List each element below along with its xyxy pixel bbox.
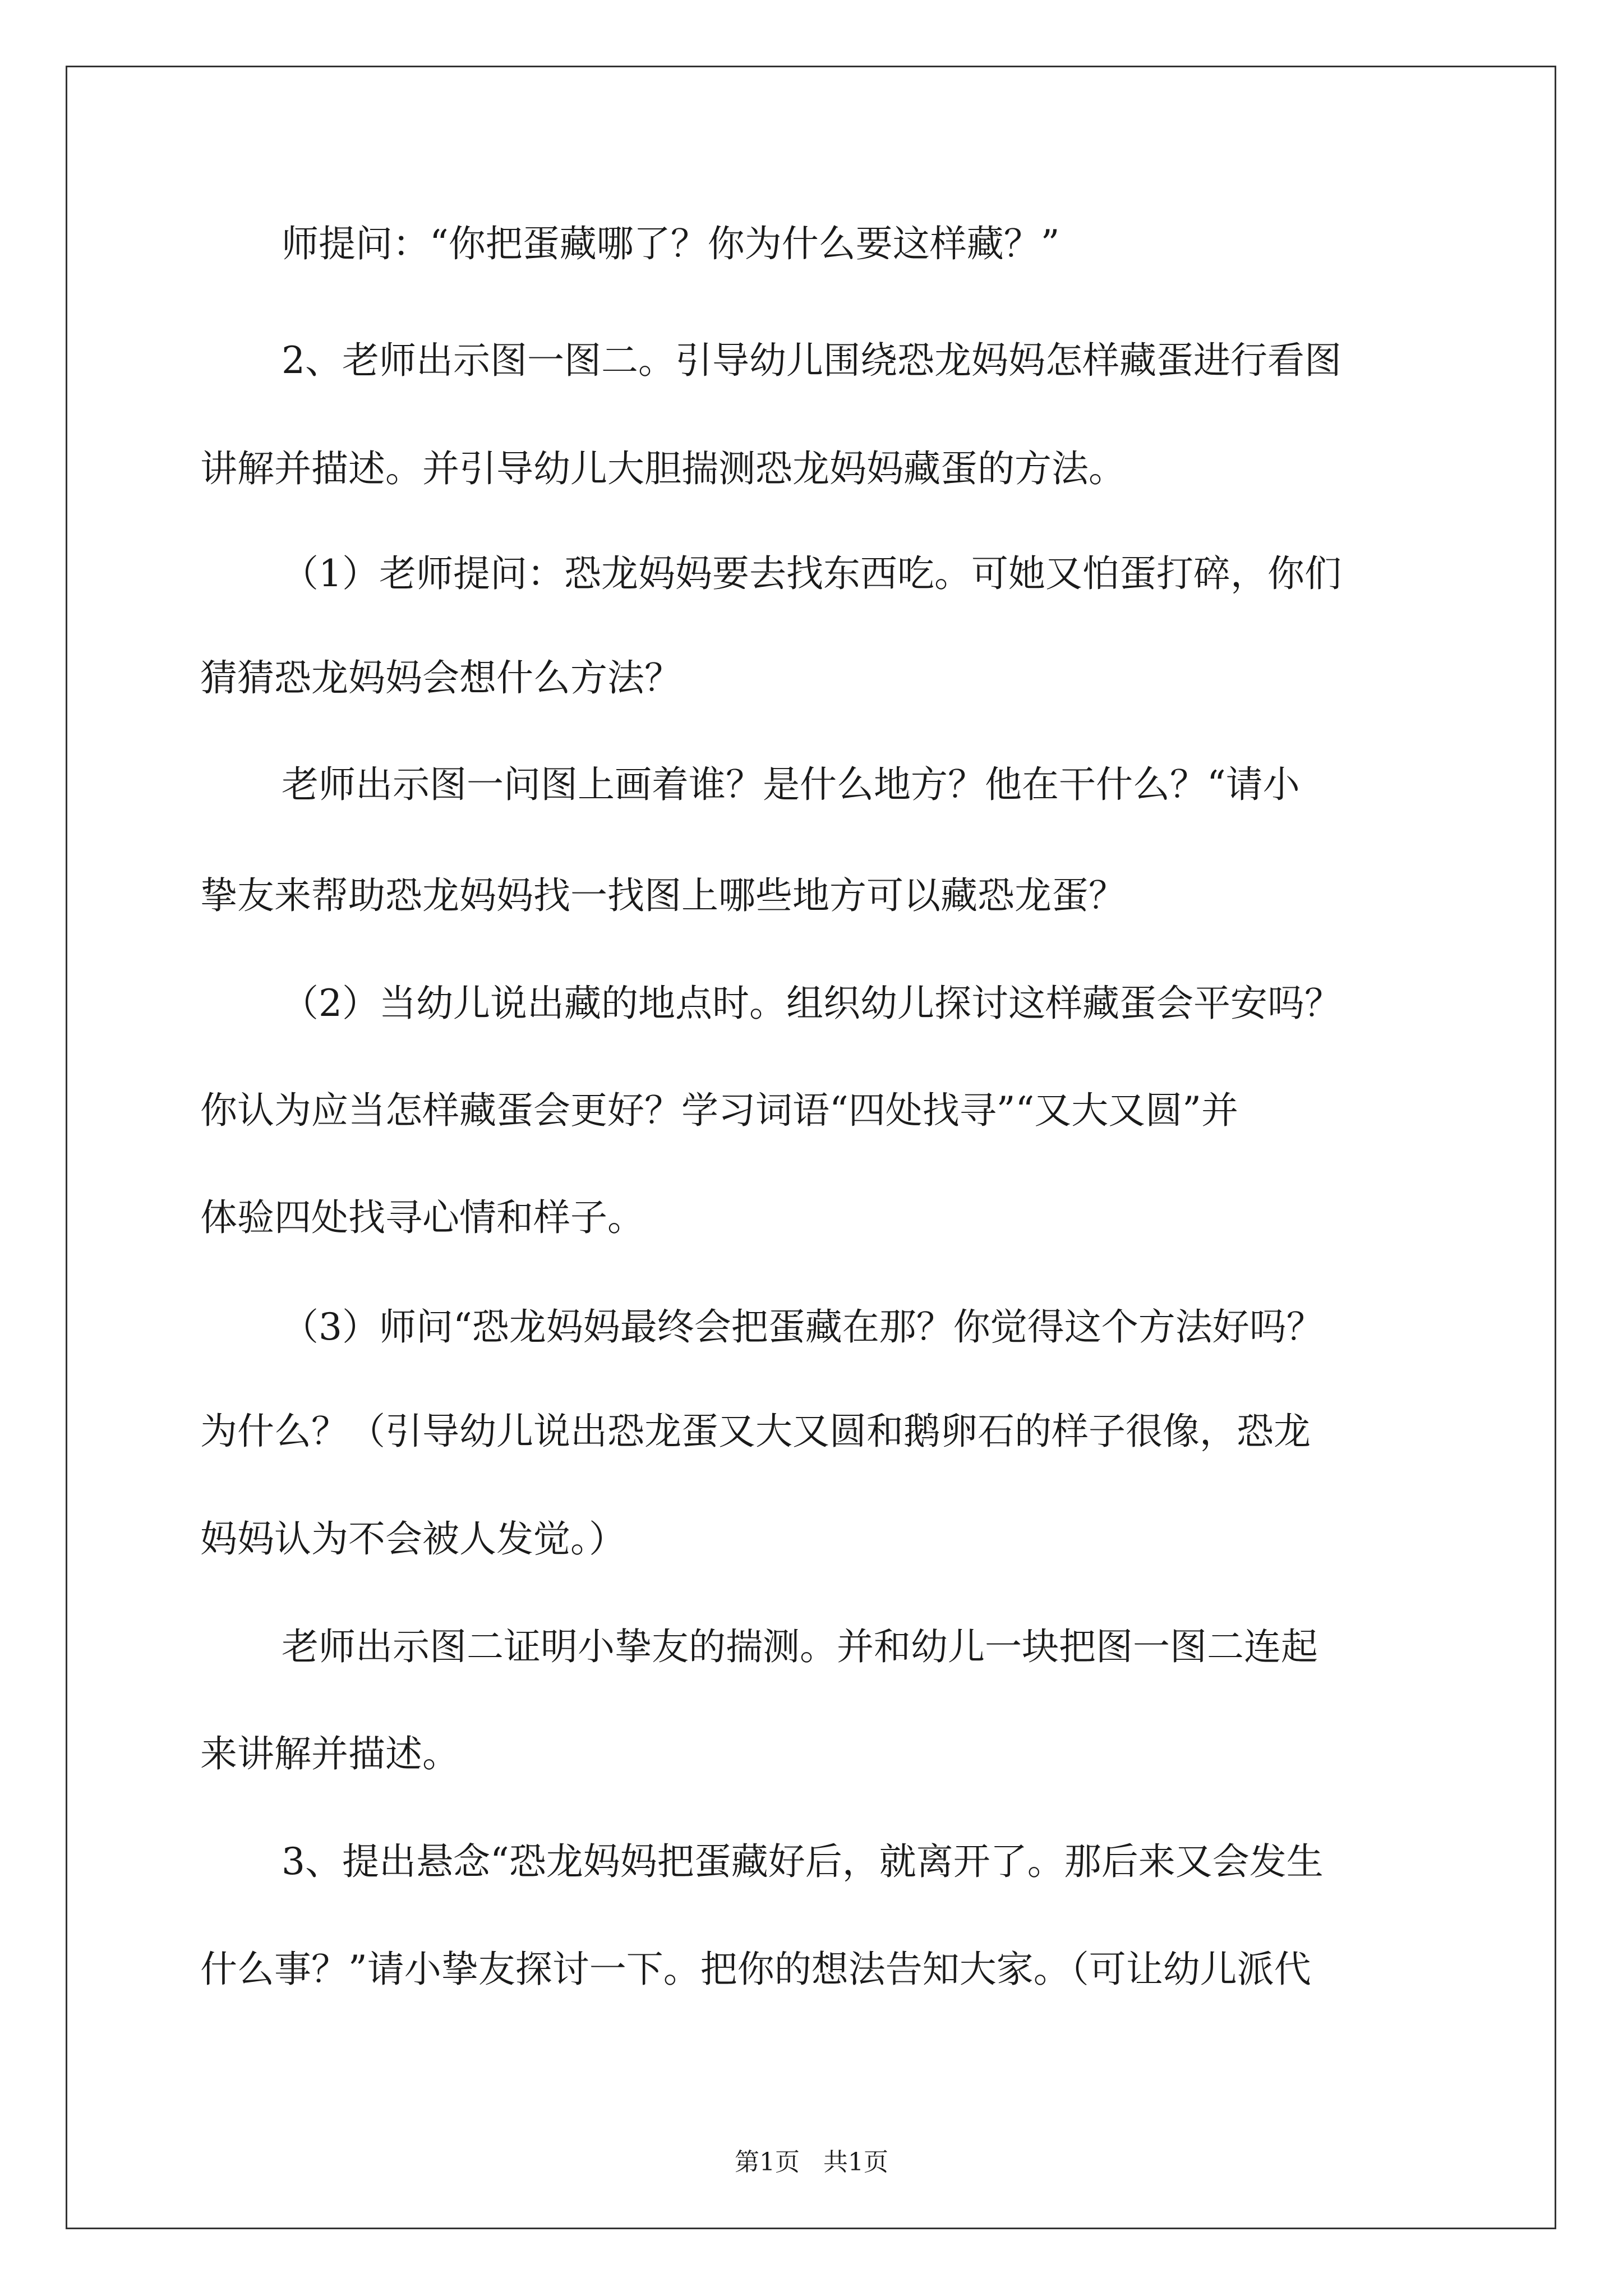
paragraph-line: 来讲解并描述。 [200, 1732, 459, 1775]
paragraph-line: 2、老师出示图一图二。引导幼儿围绕恐龙妈妈怎样藏蛋进行看图 [282, 339, 1341, 382]
paragraph-line: 体验四处找寻心情和样子。 [200, 1196, 644, 1239]
paragraph-line: 师提问：“你把蛋藏哪了？你为什么要这样藏？” [282, 222, 1060, 265]
page-footer: 第1页 共1页 [735, 2148, 888, 2177]
paragraph-line: （3）师问“恐龙妈妈最终会把蛋藏在那？你觉得这个方法好吗？ [282, 1305, 1324, 1349]
paragraph-line: 讲解并描述。并引导幼儿大胆揣测恐龙妈妈藏蛋的方法。 [200, 447, 1126, 490]
paragraph-line: 3、提出悬念“恐龙妈妈把蛋藏好后，就离开了。那后来又会发生 [282, 1840, 1324, 1883]
paragraph-line: 老师出示图二证明小挚友的揣测。并和幼儿一块把图一图二连起 [282, 1625, 1318, 1668]
page-border [66, 66, 1556, 2229]
paragraph-line: （2）当幼儿说出藏的地点时。组织幼儿探讨这样藏蛋会平安吗？ [282, 982, 1341, 1025]
paragraph-line: 老师出示图一问图上画着谁？是什么地方？他在干什么？“请小 [282, 763, 1300, 806]
paragraph-line: 你认为应当怎样藏蛋会更好？学习词语“四处找寻”“又大又圆”并 [200, 1089, 1238, 1132]
paragraph-line: 为什么？（引导幼儿说出恐龙蛋又大又圆和鹅卵石的样子很像，恐龙 [200, 1410, 1311, 1453]
paragraph-line: 什么事？”请小挚友探讨一下。把你的想法告知大家。（可让幼儿派代 [200, 1948, 1311, 1991]
paragraph-line: 挚友来帮助恐龙妈妈找一找图上哪些地方可以藏恐龙蛋？ [200, 874, 1126, 917]
paragraph-line: （1）老师提问：恐龙妈妈要去找东西吃。可她又怕蛋打碎，你们 [282, 552, 1341, 595]
paragraph-line: 猜猜恐龙妈妈会想什么方法？ [200, 656, 681, 700]
paragraph-line: 妈妈认为不会被人发觉。） [200, 1517, 626, 1561]
